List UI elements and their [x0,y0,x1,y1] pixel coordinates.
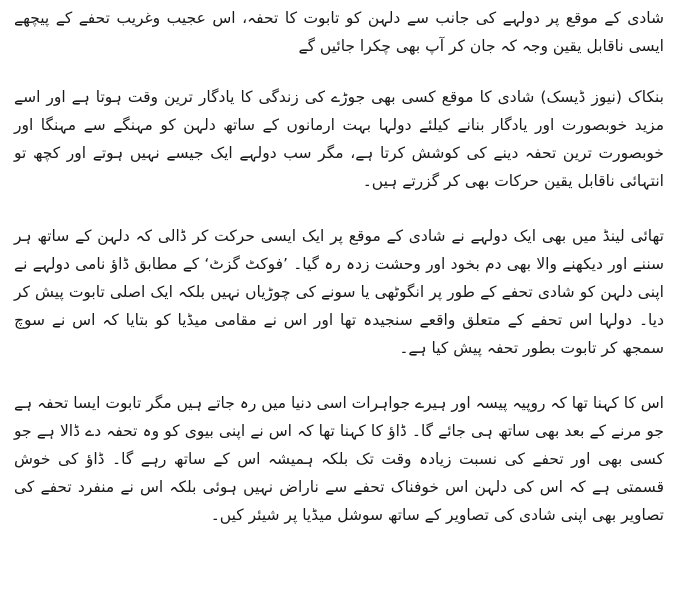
article-paragraph: بنکاک (نیوز ڈیسک) شادی کا موقع کسی بھی جوڑے کی زندگی کا یادگار ترین وقت ہوتا ہے اور اسے مزید خوبصورت اور یادگار بنانے کیلئے دولہا بہت ارمانوں کے ساتھ دلہن کو مہنگے سے مہنگا اور خوبصورت ترین تحفہ دینے کی کوشش کرتا ہے، مگر سب دولہے ایک جیسے نہیں ہوتے اور کچھ تو انتہائی ناقابل یقین حرکات بھی کر گزرتے ہیں۔ [14,88,664,190]
article-headline-paragraph: شادی کے موقع پر دولہے کی جانب سے دلہن کو تابوت کا تحفہ، اس عجیب وغریب تحفے کے پیچھے ایسی ناقابل یقین وجہ کہ جان کر آپ بھی چکرا جائیں گے [14,9,664,55]
article-paragraph: اس کا کہنا تھا کہ روپیہ پیسہ اور ہیرے جواہرات اسی دنیا میں رہ جاتے ہیں مگر تابوت ایسا تحفہ ہے جو مرنے کے بعد بھی ساتھ ہی جائے گا۔ ڈاؤ کا کہنا تھا کہ اس نے اپنی بیوی کو وہ تحفہ دے ڈالا ہے جو کسی بھی اور تحفے کی نسبت زیادہ وقت تک بلکہ ہمیشہ اس کے ساتھ رہے گا۔ ڈاؤ کی خوش قسمتی ہے کہ اس کی دلہن اس خوفناک تحفے سے ناراض نہیں ہوئی بلکہ اس نے منفرد تحفے کی تصاویر بھی اپنی شادی کی تصاویر کے ساتھ سوشل میڈیا پر شیئر کیں۔ [14,394,664,524]
article-paragraph: تھائی لینڈ میں بھی ایک دولہے نے شادی کے موقع پر ایک ایسی حرکت کر ڈالی کہ دلہن کے ساتھ ہر سننے اور دیکھنے والا بھی دم بخود اور وحشت زدہ رہ گیا۔ ’فوکٹ گزٹ‘ کے مطابق ڈاؤ نامی دولہے نے اپنی دلہن کو شادی تحفے کے طور پر انگوٹھی یا سونے کی چوڑیاں نہیں بلکہ ایک اصلی تابوت پیش کر دیا۔ دولہا اس تحفے کے متعلق واقعے سنجیدہ تھا اور اس نے مقامی میڈیا کو بتایا کہ اس نے سوچ سمجھ کر تابوت بطور تحفہ پیش کیا ہے۔ [14,227,664,357]
